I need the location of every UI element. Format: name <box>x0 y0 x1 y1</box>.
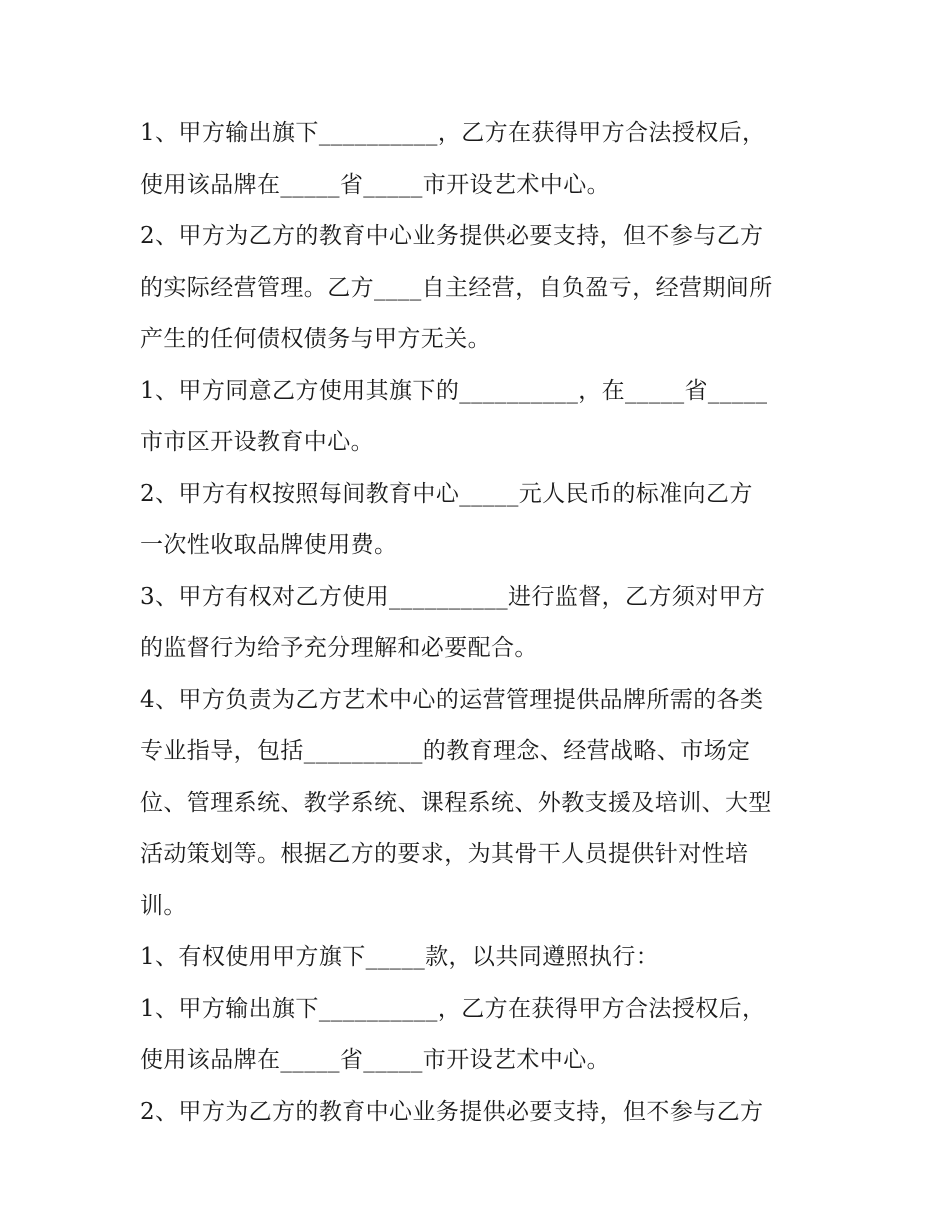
text-line: 2、甲方有权按照每间教育中心_____元人民币的标准向乙方 <box>140 480 753 507</box>
text-line: 市市区开设教育中心。 <box>140 429 374 455</box>
text-line: 专业指导，包括__________的教育理念、经营战略、市场定 <box>140 738 751 764</box>
text-line: 产生的任何债权债务与甲方无关。 <box>140 326 491 352</box>
text-line: 1、甲方输出旗下__________，乙方在获得甲方合法授权后， <box>140 120 766 146</box>
document-body <box>140 108 820 1138</box>
text-line: 2、甲方为乙方的教育中心业务提供必要支持，但不参与乙方 <box>140 223 764 249</box>
text-line: 位、管理系统、教学系统、课程系统、外教支援及培训、大型 <box>140 789 772 816</box>
text-line: 一次性收取品牌使用费。 <box>140 532 398 558</box>
text-line: 1、甲方同意乙方使用其旗下的__________，在_____省_____ <box>140 377 768 404</box>
text-line: 活动策划等。根据乙方的要求，为其骨干人员提供针对性培 <box>140 841 749 867</box>
text-line: 3、甲方有权对乙方使用__________进行监督，乙方须对甲方 <box>140 583 766 610</box>
text-line: 1、甲方输出旗下__________，乙方在获得甲方合法授权后， <box>140 995 766 1022</box>
text-line: 使用该品牌在_____省_____市开设艺术中心。 <box>140 171 610 198</box>
text-line: 的实际经营管理。乙方____自主经营，自负盈亏，经营期间所 <box>140 274 773 301</box>
text-line: 训。 <box>140 892 187 919</box>
text-line: 使用该品牌在_____省_____市开设艺术中心。 <box>140 1047 610 1073</box>
text-line: 1、有权使用甲方旗下_____款，以共同遵照执行： <box>140 944 660 970</box>
text-line: 的监督行为给予充分理解和必要配合。 <box>140 635 538 661</box>
text-line: 2、甲方为乙方的教育中心业务提供必要支持，但不参与乙方 <box>140 1098 764 1125</box>
text-line: 4、甲方负责为乙方艺术中心的运营管理提供品牌所需的各类 <box>140 686 764 713</box>
